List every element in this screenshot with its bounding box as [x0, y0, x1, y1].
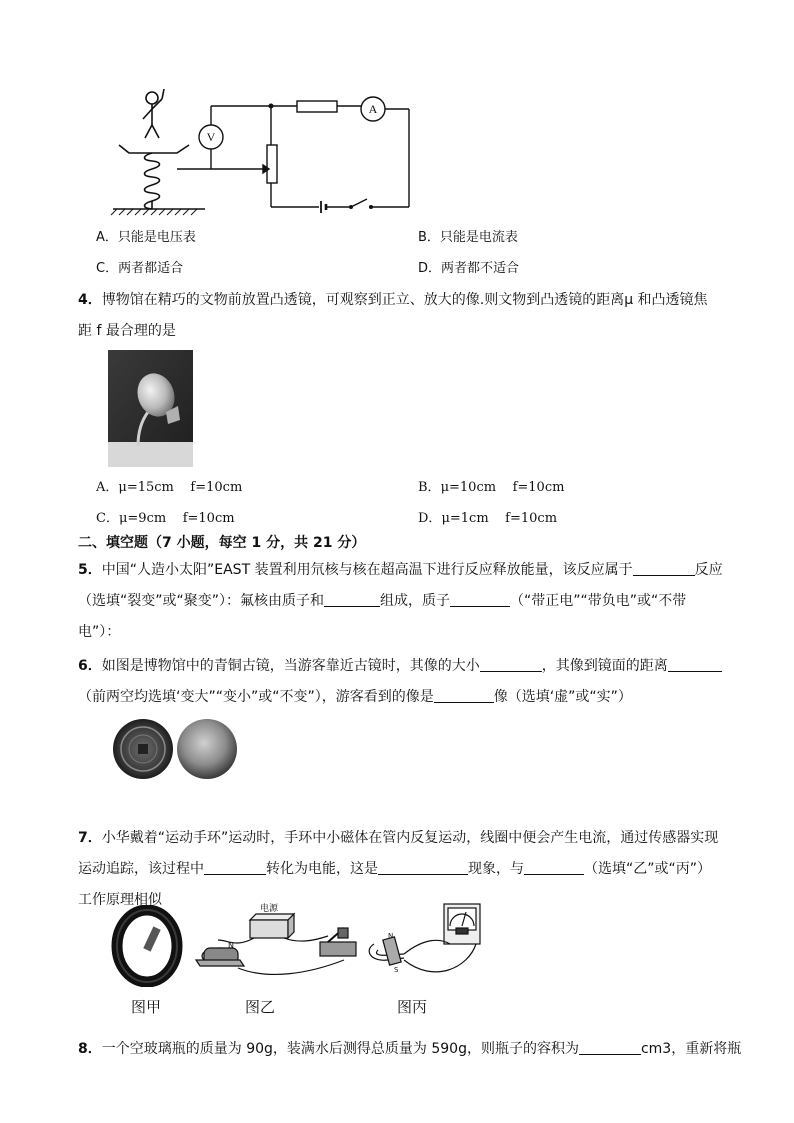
- q7-line1: 7．小华戴着“运动手环”运动时，手环中小磁体在管内反复运动，线圈中便会产生电流，通过传感器实现: [78, 830, 719, 846]
- caption-figure-a: 图甲: [131, 998, 162, 1016]
- person-head: [146, 92, 158, 104]
- s-pole-label-c: S: [394, 966, 399, 974]
- n-pole-label-b: N: [228, 941, 234, 950]
- voltmeter-label: V: [206, 130, 216, 144]
- q6-blank-1[interactable]: [480, 657, 542, 672]
- power-source-label: 电源: [259, 904, 279, 914]
- section-heading: 二、填空题（7 小题，每空 1 分，共 21 分）: [78, 535, 366, 551]
- q5-line3: 电”）：: [78, 624, 121, 640]
- caption-figure-c: 图丙: [397, 998, 428, 1016]
- q4-option-b: B．μ=10cm f=10cm: [418, 480, 565, 495]
- q5-line1: 5．中国“人造小太阳”EAST 装置利用氘核与核在超高温下进行反应释放能量，该反应属于 反应: [78, 562, 723, 578]
- q5-blank-3[interactable]: [450, 592, 510, 607]
- q7-line3: 工作原理相似: [78, 892, 162, 908]
- figure-b-apparatus: [188, 900, 360, 990]
- caption-figure-b: 图乙: [245, 998, 276, 1016]
- q6-line2: （前两空均选填‘变大”“变小”或“不变”），游客看到的像是 像（选填‘虚”或“实”）: [78, 689, 632, 705]
- q5-blank-1[interactable]: [633, 561, 695, 576]
- n-pole-label-c: N: [388, 932, 394, 940]
- q4-option-d: D．μ=1cm f=10cm: [418, 511, 558, 526]
- q4-option-a: A．μ=15cm f=10cm: [96, 480, 243, 495]
- q4-line2: 距 f 最合理的是: [78, 323, 176, 339]
- resistor: [297, 101, 337, 112]
- q7-blank-3[interactable]: [524, 860, 584, 875]
- fitness-band-figure: [110, 905, 184, 987]
- q5-blank-2[interactable]: [324, 592, 380, 607]
- q4-line1: 4．博物馆在精巧的文物前放置凸透镜，可观察到正立、放大的像.则文物到凸透镜的距离μ 和凸透镜焦: [78, 292, 708, 308]
- q3-option-a: A．只能是电压表: [96, 230, 196, 245]
- ammeter-label: A: [368, 102, 378, 116]
- figure-c-apparatus: [364, 898, 486, 978]
- magnifier-photo: [108, 350, 193, 467]
- q7-blank-1[interactable]: [204, 860, 266, 875]
- rheostat: [267, 145, 277, 183]
- q8-blank-1[interactable]: [579, 1040, 641, 1055]
- q3-option-b: B．只能是电流表: [418, 230, 518, 245]
- q4-option-c: C．μ=9cm f=10cm: [96, 511, 235, 526]
- q6-line1: 6．如图是博物馆中的青铜古镜，当游客靠近古镜时，其像的大小 ，其像到镜面的距离: [78, 656, 722, 676]
- q8-line1: 8．一个空玻璃瓶的质量为 90g，装满水后测得总质量为 590g，则瓶子的容积为 cm3，重新将瓶: [78, 1041, 742, 1057]
- q6-blank-2[interactable]: [668, 657, 722, 672]
- q5-line2: （选填“裂变”或“聚变”）：氟核由质子和 组成，质子 （“带正电”“带负电”或“不带: [78, 593, 687, 609]
- mirror-front: [177, 719, 237, 779]
- q7-line2: 运动追踪，该过程中 转化为电能，这是 现象，与 （选填“乙”或“丙”）: [78, 861, 712, 877]
- circuit-diagram: [105, 85, 415, 217]
- q6-blank-3[interactable]: [434, 688, 494, 703]
- q3-option-d: D．两者都不适合: [418, 261, 520, 276]
- bronze-mirror-photos: [113, 717, 243, 781]
- q7-blank-2[interactable]: [378, 860, 468, 875]
- q3-option-c: C．两者都适合: [96, 261, 184, 276]
